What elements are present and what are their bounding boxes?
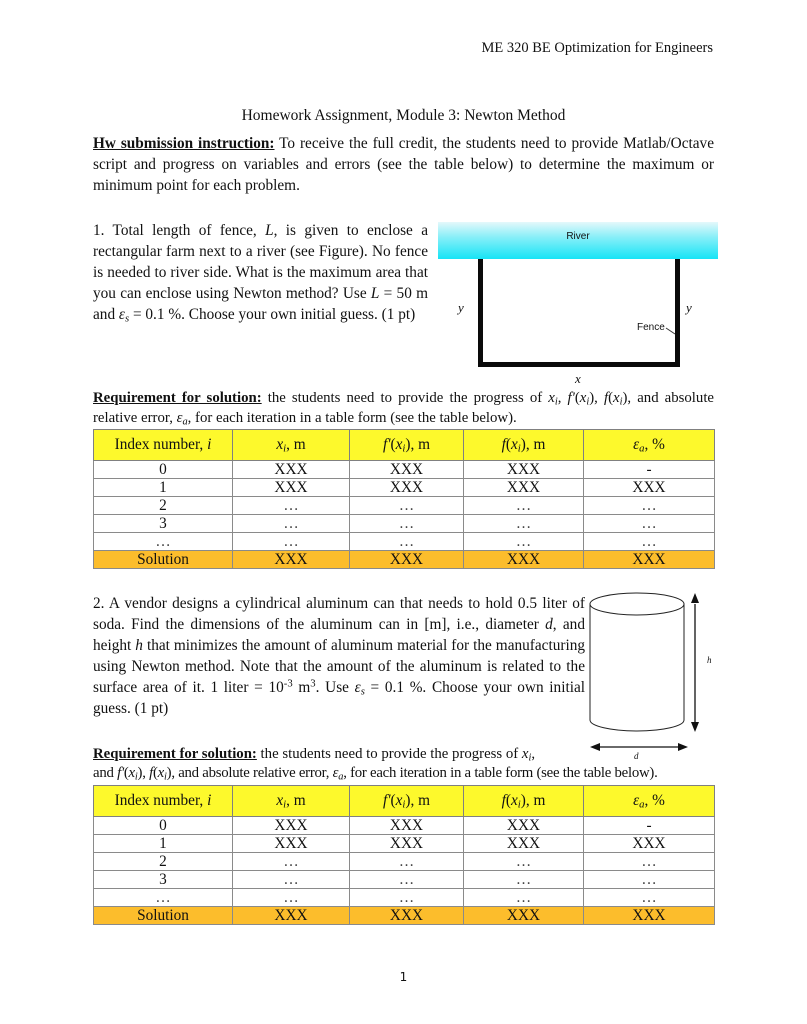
table-row: 0 XXX XXX XXX -	[94, 461, 715, 479]
cylinder-drawing	[588, 590, 728, 770]
table-row: … … … … …	[94, 889, 715, 907]
fence-label: Fence	[637, 322, 665, 333]
header-x: $x_i$, m	[233, 786, 350, 817]
table-row: … … … … …	[94, 533, 715, 551]
header-error: $\varepsilon_a$, %	[584, 430, 715, 461]
fence-pointer-line	[665, 326, 677, 336]
table-row: 1 XXX XXX XXX XXX	[94, 835, 715, 853]
course-header: ME 320 BE Optimization for Engineers	[481, 40, 713, 56]
progress-table-2	[93, 785, 715, 925]
requirement-1: Requirement for solution: the students need to provide the progress of $x_i$, $f'(x_i)$, $f(x_i)$, and absolute relative error, $\varepsilon_a$, for each iteration in a table form (see the table below).	[93, 390, 714, 428]
bottom-x-label: x	[575, 371, 581, 386]
requirement-2	[93, 745, 733, 783]
cylinder-figure	[588, 590, 728, 770]
requirement-2-line-1: Requirement for solution: the students need to provide the progress of $x_i$,	[93, 746, 536, 764]
header-index: Index number, i	[94, 430, 233, 461]
progress-table-1	[93, 429, 715, 569]
page-number: 1	[399, 970, 408, 984]
table-row: 1 XXX XXX XXX XXX	[94, 479, 715, 497]
bottom-fence	[478, 362, 680, 367]
solution-row: Solution XXX XXX XXX XXX	[94, 907, 715, 925]
table-row: 3 … … … …	[94, 515, 715, 533]
table-row: 3 … … … …	[94, 871, 715, 889]
problem-1-text: 1. Total length of fence, L, is given to enclose a rectangular farm next to a river (see Figure). No fence is needed to river side. What is the maximum area that you can enclose using Newton method? Use L = 50 m and $\varepsilon_s = 0.1$ %. Choose your own initial guess. (1 pt)	[93, 222, 428, 325]
diameter-label: d	[634, 751, 639, 761]
river: River	[438, 222, 718, 259]
table-row: 2 … … … …	[94, 497, 715, 515]
page-title: Homework Assignment, Module 3: Newton Method	[241, 107, 566, 124]
requirement-2-line-2: and $f'(x_i)$, $f(x_i)$, and absolute relative error, $\varepsilon_a$, for each iteration in a table form (see the table below).	[93, 765, 658, 783]
table-row: 2 … … … …	[94, 853, 715, 871]
header-f: $f(x_i)$, m	[464, 430, 584, 461]
header-f: $f(x_i)$, m	[464, 786, 584, 817]
header-fprime: $f'(x_i)$, m	[350, 430, 464, 461]
right-fence	[675, 259, 680, 367]
header-index: Index number, i	[94, 786, 233, 817]
right-y-label: y	[686, 300, 692, 315]
header-fprime: $f'(x_i)$, m	[350, 786, 464, 817]
solution-row: Solution XXX XXX XXX XXX	[94, 551, 715, 569]
left-y-label: y	[458, 300, 464, 315]
header-error: $\varepsilon_a$, %	[584, 786, 715, 817]
problem-2-text: 2. A vendor designs a cylindrical aluminum can that needs to hold 0.5 liter of soda. Find the dimensions of the aluminum can in [m], i.e., diameter d, and height h that minimizes the amount of aluminum material for the manufacturing using Newton method. Note that the amount of the aluminum is related to the surface area of it. 1 liter = $10^{-3}$ $m^3$. Use $\varepsilon_s = 0.1$ %. Choose your own initial guess. (1 pt)	[93, 595, 585, 717]
instruction-text: To receive the full credit, the students need to provide Matlab/Octave script and progress on variables and errors (see the table below) to determine the maximum or minimum point for each problem.	[93, 135, 714, 194]
table-header-row	[94, 786, 715, 817]
submission-instruction	[93, 133, 714, 196]
height-label: h	[707, 655, 712, 665]
table-header-row	[94, 430, 715, 461]
header-x: $x_i$, m	[233, 430, 350, 461]
left-fence	[478, 259, 483, 367]
instruction-label: Hw submission instruction:	[93, 135, 275, 152]
table-row: 0 XXX XXX XXX -	[94, 817, 715, 835]
river-fence-figure	[438, 222, 718, 386]
